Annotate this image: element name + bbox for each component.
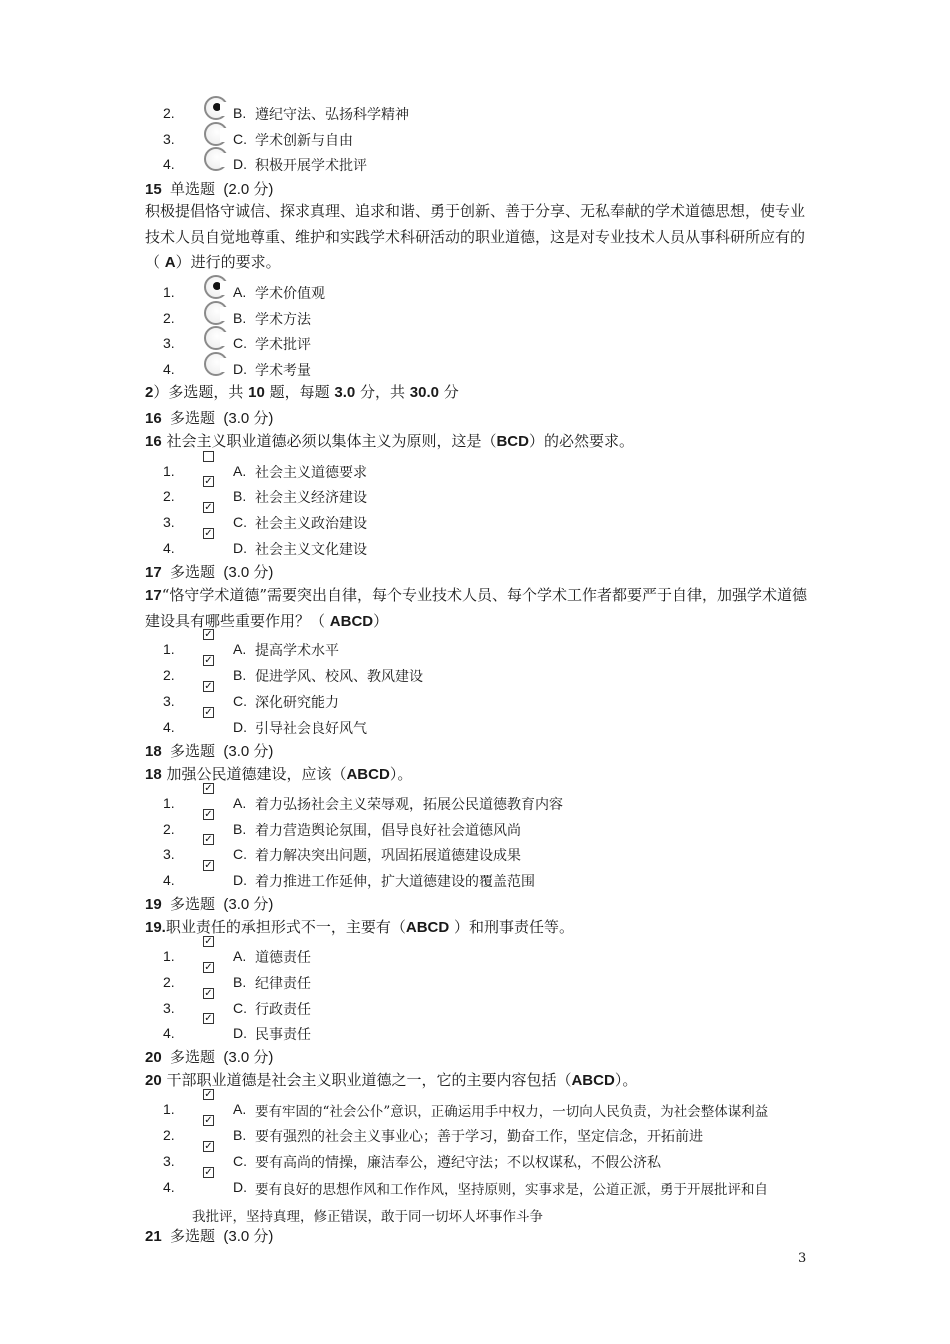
question-text-before: 社会主义职业道德必须以集体主义为原则，这是（ [161,432,497,450]
checkbox-checked-icon[interactable]: ✓ [204,860,213,871]
question-text-after: ）。 [614,1071,638,1089]
radio-icon[interactable] [204,301,228,325]
q19-option-c[interactable] [0,988,950,1023]
q21-header [145,1225,273,1246]
option-text: 道德责任 [255,950,311,966]
q15-question-text [145,199,810,276]
option-text: 学术批评 [255,337,311,353]
option-letter: B. [233,667,247,683]
option-letter: D. [233,156,247,172]
option-text: 着力弘扬社会主义荣辱观，拓展公民道德教育内容 [255,797,563,813]
radio-icon[interactable] [204,352,228,376]
option-letter: C. [233,335,247,351]
question-type: 单选题 [170,180,216,198]
question-text-before: 干部职业道德是社会主义职业道德之一，它的主要内容包括（ [161,1071,572,1089]
q18-option-d[interactable] [0,860,950,895]
option-letter: B. [233,1127,247,1143]
question-text-after: ）和刑事责任等。 [449,918,574,936]
option-number: 2. [163,105,175,121]
option-text: 要有高尚的情操，廉洁奉公，遵纪守法；不以权谋私，不假公济私 [255,1155,661,1171]
option-text: 促进学风、校风、教风建设 [255,669,423,685]
option-number: 3. [163,1000,175,1016]
checkbox-checked-icon[interactable]: ✓ [204,962,213,973]
question-prefix: 19. [145,919,166,936]
q18-question-text [145,762,810,788]
option-number: 4. [163,361,175,377]
option-text: 学术价值观 [255,286,325,302]
checkbox-checked-icon[interactable]: ✓ [204,528,213,539]
option-letter: C. [233,131,247,147]
option-text: 引导社会良好风气 [255,721,367,737]
question-type: 多选题 [170,742,216,760]
question-text-before: “恪守学术道德”需要突出自律，每个专业技术人员、每个学术工作者都要严于自律，加强学术道德建设具有哪些重要作用？（ [145,586,808,630]
q19-option-d[interactable] [0,1013,950,1048]
checkbox-checked-icon[interactable]: ✓ [204,936,213,947]
option-number: 4. [163,1025,175,1041]
checkbox-checked-icon[interactable]: ✓ [204,834,213,845]
option-number: 2. [163,1127,175,1143]
question-number: 17 [145,564,162,581]
question-score: (3.0 分) [223,410,274,427]
question-type: 多选题 [170,1227,216,1245]
option-text: 要有强烈的社会主义事业心；善于学习，勤奋工作，坚定信念，开拓前进 [255,1129,703,1145]
question-prefix: 20 [145,1072,162,1089]
option-number: 1. [163,641,175,657]
q15-option-b[interactable] [0,307,950,333]
section-text: 分 [438,383,459,401]
question-text-after: ）进行的要求。 [175,253,281,271]
q16-option-c[interactable] [0,502,950,537]
question-score: (3.0 分) [223,1049,274,1066]
option-number: 4. [163,872,175,888]
option-letter: B. [233,105,247,121]
checkbox-checked-icon[interactable]: ✓ [204,809,213,820]
option-text: 行政责任 [255,1002,311,1018]
checkbox-checked-icon[interactable]: ✓ [204,1167,213,1178]
question-score: (3.0 分) [223,743,274,760]
q17-question-text [145,583,810,634]
option-number: 3. [163,1153,175,1169]
answer-text: ABCD [329,612,374,630]
option-letter: A. [233,1101,247,1117]
q15-option-a[interactable] [0,281,950,307]
question-score: (3.0 分) [223,1228,274,1245]
option-number: 3. [163,846,175,862]
checkbox-checked-icon[interactable]: ✓ [204,783,213,794]
option-text: 学术创新与自由 [255,133,353,149]
q20-question-text [145,1068,810,1094]
q18-option-b[interactable] [0,809,950,844]
question-prefix: 17 [145,587,162,604]
q16-option-d[interactable] [0,528,950,563]
q19-option-b[interactable] [0,962,950,997]
option-text: 遵纪守法、弘扬科学精神 [255,107,409,123]
option-letter: A. [233,284,247,300]
option-letter: D. [233,1025,247,1041]
option-text: 社会主义道德要求 [255,465,367,481]
checkbox-checked-icon[interactable]: ✓ [204,707,213,718]
option-number: 1. [163,795,175,811]
option-letter: B. [233,821,247,837]
q20-option-d[interactable] [0,1167,950,1228]
checkbox-checked-icon[interactable]: ✓ [204,655,213,666]
q17-option-c[interactable] [0,681,950,716]
option-number: 2. [163,821,175,837]
option-letter: B. [233,488,247,504]
q19-option-a[interactable] [0,936,950,971]
question-score: (3.0 分) [223,564,274,581]
question-text-before: 职业责任的承担形式不一，主要有（ [165,918,406,936]
option-letter: B. [233,310,247,326]
section-text: 题，每题 [264,383,335,401]
option-text: 民事责任 [255,1027,311,1043]
q15-option-d[interactable] [0,358,950,384]
q14-option-b[interactable] [0,102,950,128]
checkbox-checked-icon[interactable]: ✓ [204,1141,213,1152]
checkbox-icon[interactable] [203,451,214,462]
option-letter: D. [233,1179,247,1195]
section-score-each: 3.0 [334,384,356,401]
radio-icon[interactable] [204,122,228,146]
q15-header [145,178,273,199]
q16-header [145,407,273,428]
q20-header [145,1046,273,1067]
q18-option-a[interactable] [0,783,950,818]
question-prefix: 16 [145,433,162,450]
radio-selected-icon[interactable] [204,96,228,120]
q14-option-d[interactable] [0,153,950,179]
q16-question-text [145,429,810,455]
q19-header [145,893,273,914]
option-text: 积极开展学术批评 [255,158,367,174]
option-letter: C. [233,846,247,862]
option-letter: A. [233,463,247,479]
section-header [145,381,459,402]
option-number: 1. [163,1101,175,1117]
option-letter: C. [233,1000,247,1016]
section-text: 分，共 [355,383,410,401]
option-number: 3. [163,693,175,709]
q18-option-c[interactable] [0,834,950,869]
option-letter: C. [233,1153,247,1169]
option-number: 1. [163,284,175,300]
question-number: 21 [145,1228,162,1245]
section-number: 2 [145,384,154,401]
q17-option-a[interactable] [0,629,950,664]
q15-option-c[interactable] [0,332,950,358]
option-letter: D. [233,361,247,377]
option-number: 4. [163,156,175,172]
question-text-after: ） [373,611,389,630]
section-text: ）多选题，共 [153,383,249,401]
q17-option-d[interactable] [0,707,950,742]
option-number: 2. [163,974,175,990]
option-number: 2. [163,667,175,683]
question-prefix: 18 [145,766,162,783]
option-letter: D. [233,719,247,735]
question-text-after: ）。 [389,765,413,783]
q16-option-b[interactable] [0,476,950,511]
option-letter: C. [233,514,247,530]
question-number: 19 [145,896,162,913]
option-letter: A. [233,641,247,657]
q19-question-text [145,915,810,941]
option-letter: A. [233,948,247,964]
option-number: 4. [163,1179,175,1195]
checkbox-checked-icon[interactable]: ✓ [204,1089,213,1100]
question-score: (3.0 分) [223,896,274,913]
option-number: 2. [163,310,175,326]
option-letter: A. [233,795,247,811]
checkbox-checked-icon[interactable]: ✓ [204,476,213,487]
question-number: 16 [145,410,162,427]
option-text: 纪律责任 [255,976,311,992]
question-text-after: ）的必然要求。 [528,432,634,450]
option-text: 学术考量 [255,363,311,379]
option-text: 学术方法 [255,312,311,328]
radio-icon[interactable] [204,147,228,171]
question-type: 多选题 [170,409,216,427]
section-score-total: 30.0 [409,384,439,401]
option-number: 1. [163,948,175,964]
question-text-before: 积极提倡恪守诚信、探求真理、追求和谐、勇于创新、善于分享、无私奉献的学术道德思想，使专业技术人员自觉地尊重、维护和实践学术科研活动的职业道德，这是对专业技术人员从事科研所应有的（ [145,202,806,271]
option-number: 3. [163,335,175,351]
answer-text: ABCD [405,919,450,936]
q20-option-b[interactable] [0,1115,950,1150]
q16-option-a[interactable] [0,460,950,486]
option-text: 社会主义经济建设 [255,490,367,506]
radio-icon[interactable] [204,326,228,350]
option-text: 社会主义政治建设 [255,516,367,532]
radio-selected-icon[interactable] [204,275,228,299]
q20-option-c[interactable] [0,1141,950,1176]
option-number: 3. [163,131,175,147]
option-text: 要有良好的思想作风和工作作风，坚持原则，实事求是，公道正派，勇于开展批评和自 [255,1182,768,1198]
checkbox-checked-icon[interactable]: ✓ [204,629,213,640]
option-text: 着力营造舆论氛围，倡导良好社会道德风尚 [255,823,521,839]
checkbox-checked-icon[interactable]: ✓ [204,1013,213,1024]
option-text: 社会主义文化建设 [255,542,367,558]
option-text: 深化研究能力 [255,695,339,711]
question-type: 多选题 [170,563,216,581]
option-number: 1. [163,463,175,479]
question-number: 15 [145,181,162,198]
q14-option-c[interactable] [0,128,950,154]
q17-option-b[interactable] [0,655,950,690]
option-text: 要有牢固的“社会公仆”意识，正确运用手中权力，一切向人民负责，为社会整体谋利益 [255,1104,769,1120]
answer-text: A [164,254,176,271]
checkbox-checked-icon[interactable]: ✓ [204,681,213,692]
option-number: 4. [163,719,175,735]
question-score: (2.0 分) [223,181,274,198]
option-letter: B. [233,974,247,990]
question-type: 多选题 [170,1048,216,1066]
question-number: 18 [145,743,162,760]
answer-text: ABCD [571,1072,615,1089]
answer-text: BCD [496,433,529,450]
option-text: 着力解决突出问题，巩固拓展道德建设成果 [255,848,521,864]
q20-option-a[interactable] [0,1089,950,1124]
option-text: 着力推进工作延伸，扩大道德建设的覆盖范围 [255,874,535,890]
checkbox-checked-icon[interactable]: ✓ [204,988,213,999]
option-number: 4. [163,540,175,556]
option-number: 2. [163,488,175,504]
q18-header [145,740,273,761]
option-text-continued: 我批评，坚持真理，修正错误，敢于同一切坏人坏事作斗争 [192,1209,543,1225]
question-type: 多选题 [170,895,216,913]
option-text: 提高学术水平 [255,643,339,659]
answer-text: ABCD [346,766,390,783]
checkbox-checked-icon[interactable]: ✓ [204,502,213,513]
page-number: 3 [798,1251,807,1266]
question-number: 20 [145,1049,162,1066]
q17-header [145,561,273,582]
option-letter: D. [233,540,247,556]
option-letter: D. [233,872,247,888]
option-number: 3. [163,514,175,530]
question-text-before: 加强公民道德建设，应该（ [161,765,347,783]
section-count: 10 [248,384,265,401]
option-letter: C. [233,693,247,709]
checkbox-checked-icon[interactable]: ✓ [204,1115,213,1126]
